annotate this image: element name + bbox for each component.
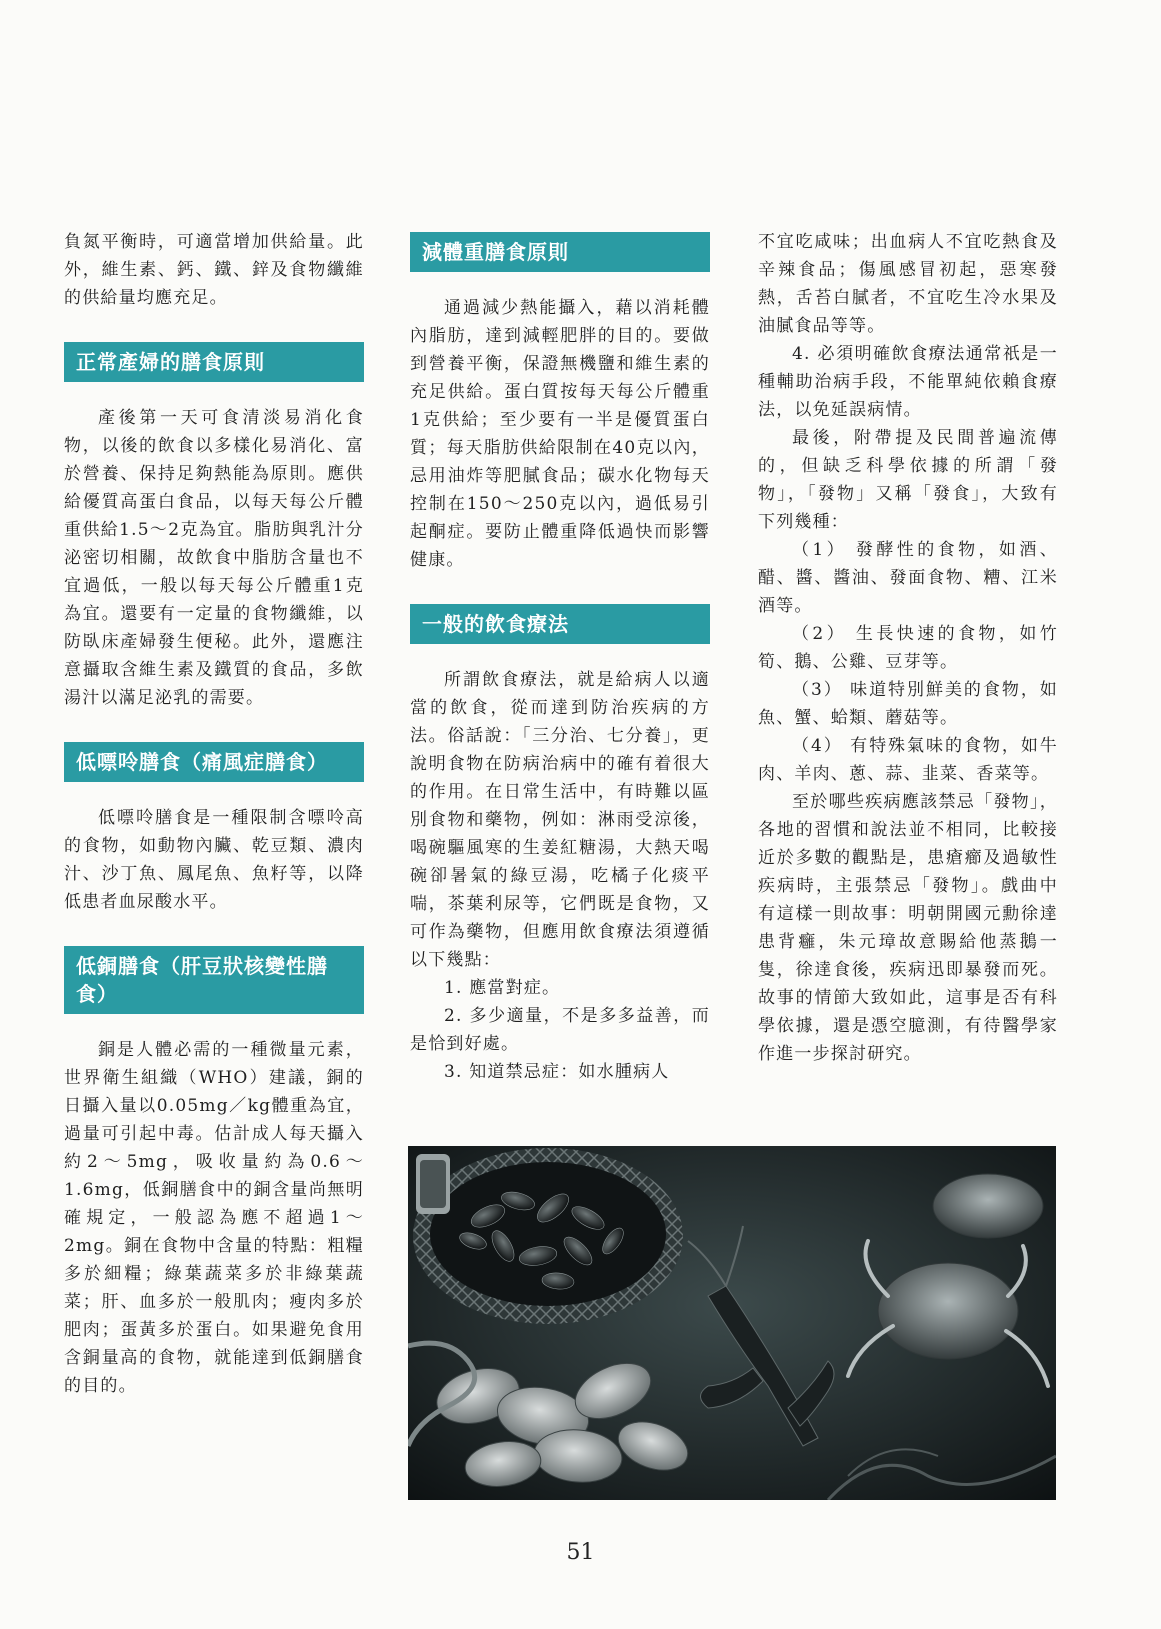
low-copper-diet-body: 銅是人體必需的一種微量元素，世界衛生組織（WHO）建議，銅的日攝入量以0.05mg／kg體重為宜，過量可引起中毒。估計成人每天攝入約2～5mg，吸收量約為0.6～1.6mg，低銅膳食中的銅含量尚無明確規定，一般認為應不超過1～2mg。銅在食物中含量的特點：粗糧多於細糧；綠葉蔬菜多於非綠葉蔬菜；肝、血多於一般肌肉；瘦肉多於肥肉；蛋黃多於蛋白。如果避免食用含銅量高的食物，就能達到低銅膳食的目的。	[64, 1040, 364, 1396]
heading-weight-loss-diet: 減體重膳食原則	[410, 232, 710, 272]
fawu-intro: 最後，附帶提及民間普遍流傳的，但缺乏科學依據的所謂「發物」，「發物」又稱「發食」，大致有下列幾種：	[758, 428, 1058, 532]
fawu-story: 至於哪些疾病應該禁忌「發物」，各地的習慣和說法並不相同，比較接近於多數的觀點是，患瘡癤及過敏性疾病時，主張禁忌「發物」。戲曲中有這樣一則故事：明朝開國元勳徐達患背癰，朱元璋故意賜給他蒸鵝一隻，徐達食後，疾病迅即暴發而死。故事的情節大致如此，這事是否有科學依據，還是憑空臆測，有待醫學家作進一步探討研究。	[758, 792, 1058, 1064]
diet-therapy-point-1: 1. 應當對症。	[444, 978, 561, 998]
heading-diet-therapy: 一般的飲食療法	[410, 604, 710, 644]
diet-therapy-point-3-continued: 不宜吃咸味；出血病人不宜吃熱食及辛辣食品；傷風感冒初起，惡寒發熱，舌苔白膩者，不宜吃生冷水果及油膩食品等等。	[758, 232, 1058, 336]
fawu-item-2: （2） 生長快速的食物，如竹筍、鵝、公雞、豆芽等。	[758, 624, 1058, 672]
weight-loss-diet-body: 通過減少熱能攝入，藉以消耗體內脂肪，達到減輕肥胖的目的。要做到營養平衡，保證無機鹽和維生素的充足供給。蛋白質按每天每公斤體重1克供給；至少要有一半是優質蛋白質；每天脂肪供給限制在40克以內，忌用油炸等肥膩食品；碳水化物每天控制在150～250克以內，過低易引起酮症。要防止體重降低過快而影響健康。	[410, 298, 710, 570]
heading-low-purine-diet: 低嘌呤膳食（痛風症膳食）	[64, 742, 364, 782]
column-2	[410, 232, 710, 1086]
fawu-item-3: （3） 味道特別鮮美的食物，如魚、蟹、蛤類、蘑菇等。	[758, 680, 1058, 728]
heading-low-copper-diet: 低銅膳食（肝豆狀核變性膳食）	[64, 946, 364, 1014]
diet-therapy-body: 所謂飲食療法，就是給病人以適當的飲食，從而達到防治疾病的方法。俗話說：「三分治、七分養」，更說明食物在防病治病中的確有着很大的作用。在日常生活中，有時難以區別食物和藥物，例如：淋雨受涼後，喝碗驅風寒的生姜紅糖湯，大熱天喝碗卻暑氣的綠豆湯，吃橘子化痰平喘，茶葉利尿等，它們既是食物，又可作為藥物，但應用飲食療法須遵循以下幾點：	[410, 670, 710, 970]
postpartum-diet-body: 產後第一天可食清淡易消化食物，以後的飲食以多樣化易消化、富於營養、保持足夠熱能為原則。應供給優質高蛋白食品，以每天每公斤體重供給1.5～2克為宜。脂肪與乳汁分泌密切相關，故飲食中脂肪含量也不宜過低，一般以每天每公斤體重1克為宜。還要有一定量的食物纖維，以防臥床產婦發生便秘。此外，還應注意攝取含維生素及鐵質的食品，多飲湯汁以滿足泌乳的需要。	[64, 408, 364, 708]
page-number: 51	[566, 1540, 595, 1565]
diet-therapy-point-4: 4. 必須明確飲食療法通常祇是一種輔助治病手段，不能單純依賴食療法，以免延誤病情。	[758, 344, 1058, 420]
seafood-photo	[408, 1146, 1056, 1500]
diet-therapy-point-2: 2. 多少適量，不是多多益善，而是恰到好處。	[410, 1006, 710, 1054]
intro-paragraph: 負氮平衡時，可適當增加供給量。此外，維生素、鈣、鐵、鋅及食物纖維的供給量均應充足。	[64, 232, 364, 308]
column-1	[64, 228, 364, 1400]
diet-therapy-point-3: 3. 知道禁忌症：如水腫病人	[444, 1062, 670, 1082]
column-3	[758, 228, 1058, 1068]
heading-postpartum-diet: 正常產婦的膳食原則	[64, 342, 364, 382]
fawu-item-4: （4） 有特殊氣味的食物，如牛肉、羊肉、蔥、蒜、韭菜、香菜等。	[758, 736, 1058, 784]
low-purine-diet-body: 低嘌呤膳食是一種限制含嘌呤高的食物，如動物內臟、乾豆類、濃肉汁、沙丁魚、鳳尾魚、魚籽等，以降低患者血尿酸水平。	[64, 808, 364, 912]
fawu-item-1: （1） 發酵性的食物，如酒、醋、醬、醬油、發面食物、糟、江米酒等。	[758, 540, 1058, 616]
